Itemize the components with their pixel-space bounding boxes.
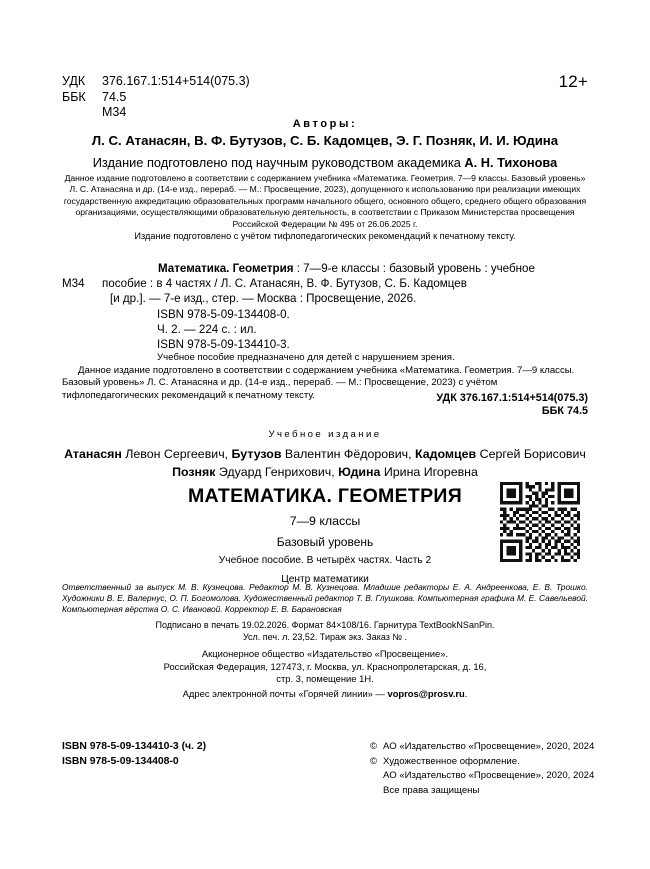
print-info (62, 619, 588, 643)
qr-code[interactable] (500, 482, 580, 562)
copyright-icon: © (370, 741, 378, 752)
author-given: Левон Сергеевич, (121, 447, 232, 461)
edition-author-line-1 (0, 446, 650, 464)
publisher-address-line: Российская Федерация, 127473, г. Москва, ул. Краснопролетарская, д. 16, (163, 660, 487, 672)
compliance-paragraph: Данное издание подготовлено в соответствии с содержанием учебника «Математика. Геометрия. 7—9 классы. Базовый уровень» Л. С. Атанасяна и др. (14-е изд., перераб. — М.: Просвещение, 2023), допущенного к использованию при реализации имеющих государственную аккредитацию образовательных программ начального общего, основного общего, среднего общего образования организациями, осуществляющими образовательную деятельность, в соответствии с Приказом Министерства просвещения Российской Федерации № 495 от 26.06.2025 г. (63, 173, 587, 229)
biblio-sigla: М34 (62, 277, 85, 291)
edition-caption: Учебное издание (268, 429, 382, 440)
biblio-line-3: [и др.]. — 7-е изд., стер. — Москва : Просвещение, 2026. (110, 292, 417, 306)
scientific-supervision (0, 155, 650, 170)
classification-codes-bottom (62, 392, 588, 419)
publisher-address (62, 648, 588, 686)
biblio-line-1 (62, 261, 588, 276)
email-suffix: . (464, 688, 468, 699)
supervision-prefix: Издание подготовлено под научным руководством академика (92, 155, 465, 170)
author-surname: Бутузов (231, 447, 282, 461)
udk-value: 376.167.1:514+514(075.3) (102, 74, 250, 88)
qr-code-image (500, 482, 580, 562)
print-info-line-2: Усл. печ. л. 23,52. Тираж экз. Заказ № . (242, 632, 408, 642)
bbk-row (62, 90, 250, 106)
footer-isbn-part: ISBN 978-5-09-134410-3 (ч. 2) (62, 741, 207, 752)
biblio-title-rest: : 7—9-е классы : базовый уровень : учебное (293, 262, 535, 275)
footer-isbn-block (62, 740, 206, 769)
level-label: Базовый уровень (276, 535, 374, 549)
parts-label: Учебное пособие. В четырёх частях. Часть 2 (218, 555, 432, 566)
biblio-note-vision: Учебное пособие предназначено для детей с нарушением зрения. (157, 352, 455, 364)
author-surname: Позняк (172, 464, 216, 479)
edition-author-names (0, 446, 650, 481)
shelf-mark: М34 (102, 105, 127, 119)
page-title: МАТЕМАТИКА. ГЕОМЕТРИЯ (187, 485, 463, 507)
biblio-isbn-general: ISBN 978-5-09-134408-0. (157, 307, 290, 321)
author-surname: Атанасян (64, 447, 122, 461)
supervision-name: А. Н. Тихонова (464, 155, 558, 170)
biblio-isbn-part: ISBN 978-5-09-134410-3. (157, 338, 290, 352)
staff-credits: Ответственный за выпуск М. В. Кузнецова. Редактор М. В. Кузнецова. Младшие редакторы Е. А. Андреенкова, Е. В. Трошко. Художники В. Е. Валернус, О. П. Богомолова. Художественный редактор Т. В. Глушкова. Компьютерная графика М. Е. Савельевой. Компьютерная вёрстка О. С. Ивановой. Корректор Е. В. Барановская (62, 582, 588, 615)
author-surname: Юдина (338, 464, 381, 479)
author-given: Эдуард Генрихович, (215, 464, 339, 479)
copyright-text-4: Все права защищены (383, 784, 480, 796)
copyright-text-1: АО «Издательство «Просвещение», 2020, 2024 (383, 741, 595, 752)
author-given: Сергей Борисович (476, 447, 586, 461)
biblio-title: Математика. Геометрия (158, 262, 294, 275)
copyright-row-2 (370, 755, 594, 770)
age-rating-mark: 12+ (558, 72, 588, 91)
author-given: Валентин Фёдорович, (281, 447, 415, 461)
publisher-name: Акционерное общество «Издательство «Просвещение». (201, 648, 449, 659)
biblio-line-2-text: пособие : в 4 частях / Л. С. Атанасян, В. Ф. Бутузов, С. Б. Кадомцев (102, 277, 467, 291)
grades-label: 7—9 классы (289, 514, 361, 528)
hotline-email[interactable]: vopros@prosv.ru (387, 688, 465, 699)
bbk-bottom-value: ББК 74.5 (541, 405, 588, 418)
edition-author-line-2 (0, 464, 650, 482)
bbk-label: ББК (62, 89, 86, 104)
copyright-block (370, 740, 594, 798)
bibliographic-record (62, 261, 588, 403)
udk-row (62, 74, 250, 90)
biblio-note-basis: Данное издание подготовлено в соответствии с содержанием учебника «Математика. Геометрия. 7—9 классы. Базовый уровень» Л. С. Атанасяна и др. (14-е изд., перераб. — М.: Просвещение, 2023) с учётом тифлопедагогических рекомендаций к печатному тексту. (62, 364, 575, 401)
udk-bottom-value: УДК 376.167.1:514+514(075.3) (436, 392, 588, 404)
footer-isbn-general: ISBN 978-5-09-134408-0 (62, 755, 179, 767)
typhlopedagogical-note: Издание подготовлено с учётом тифлопедагогических рекомендаций к печатному тексту. (134, 231, 516, 241)
hotline-email-line (62, 688, 588, 699)
biblio-part-info: Ч. 2. — 224 с. : ил. (157, 322, 257, 336)
authors-names: Л. С. Атанасян, В. Ф. Бутузов, С. Б. Кадомцев, Э. Г. Позняк, И. И. Юдина (91, 133, 559, 148)
classification-codes-top (62, 74, 250, 121)
udk-label: УДК (62, 74, 86, 88)
author-surname: Кадомцев (415, 447, 477, 461)
publisher-address-line-2: стр. 3, помещение 1Н. (276, 673, 374, 685)
bbk-value: 74.5 (102, 89, 127, 104)
authors-caption: Авторы: (292, 118, 358, 130)
copyright-row-1 (370, 740, 594, 755)
email-prefix: Адрес электронной почты «Горячей линии» — (182, 688, 388, 699)
biblio-line-2 (62, 276, 588, 291)
author-given: Ирина Игоревна (380, 464, 478, 479)
print-info-line-1: Подписано в печать 19.02.2026. Формат 84×108/16. Гарнитура TextBookNSanPin. (155, 620, 495, 630)
center-label: Центр математики (281, 574, 369, 585)
copyright-text-3: АО «Издательство «Просвещение», 2020, 2024 (383, 770, 595, 781)
copyright-icon: © (370, 755, 378, 767)
copyright-text-2: Художественное оформление. (383, 755, 520, 767)
